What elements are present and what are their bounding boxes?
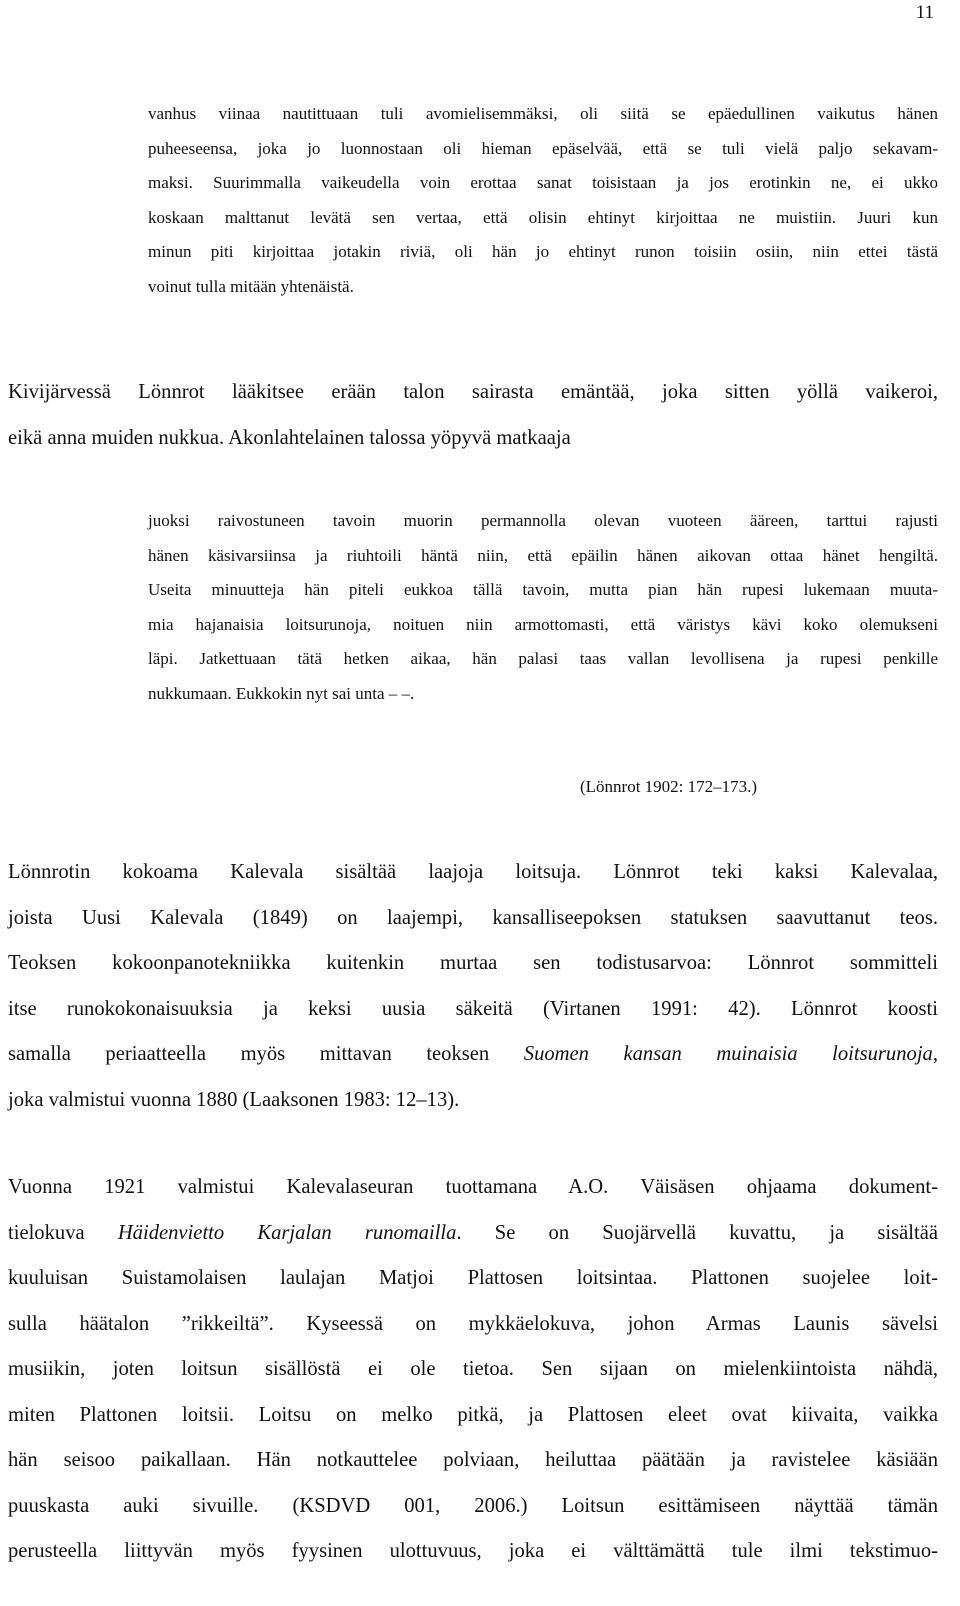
paragraph-line (8, 1032, 938, 1078)
block-quote-1 (148, 97, 938, 304)
paragraph-line: musiikin, joten loitsun sisällöstä ei ole tietoa. Sen sijaan on mielenkiintoista nähdä, (8, 1358, 938, 1380)
paragraph-3 (8, 1165, 938, 1575)
paragraph-line: Lönnrotin kokoama Kalevala sisältää laajoja loitsuja. Lönnrot teki kaksi Kalevalaa, (8, 861, 938, 883)
paragraph-1 (8, 370, 938, 461)
text-segment: tielokuva (8, 1221, 118, 1244)
paragraph-line (8, 1211, 938, 1257)
paragraph-line: Kivijärvessä Lönnrot lääkitsee erään talon sairasta emäntää, joka sitten yöllä vaikeroi, (8, 381, 938, 403)
paragraph-line: itse runokokonaisuuksia ja keksi uusia säkeitä (Virtanen 1991: 42). Lönnrot koosti (8, 997, 938, 1020)
text-segment: . Se on Suojärvellä kuvattu, ja sisältää (456, 1221, 938, 1244)
text-segment: samalla periaatteella myös mittavan teoksen (8, 1043, 524, 1065)
paragraph-line: perusteella liittyvän myös fyysinen ulottuvuus, joka ei välttämättä tule ilmi tekstimuo- (8, 1540, 938, 1562)
quote-citation: (Lönnrot 1902: 172–173.) (580, 777, 758, 796)
quote-line: minun piti kirjoittaa jotakin riviä, oli hän jo ehtinyt runon toisiin osiin, niin ettei tästä (148, 242, 938, 261)
quote-line: vanhus viinaa nautittuaan tuli avomielisemmäksi, oli siitä se epäedullinen vaikutus hänen (148, 104, 938, 123)
paragraph-line: Teoksen kokoonpanotekniikka kuitenkin murtaa sen todistusarvoa: Lönnrot sommitteli (8, 952, 938, 974)
paragraph-line: miten Plattonen loitsii. Loitsu on melko pitkä, ja Plattosen eleet ovat kiivaita, vaikka (8, 1403, 938, 1426)
paragraph-line: hän seisoo paikallaan. Hän notkauttelee polviaan, heiluttaa päätään ja ravistelee käsiään (8, 1449, 938, 1471)
paragraph-line: Vuonna 1921 valmistui Kalevalaseuran tuottamana A.O. Väisäsen ohjaama dokument- (8, 1176, 938, 1198)
quote-line: puheeseensa, joka jo luonnostaan oli hieman epäselvää, että se tuli vielä paljo sekavam- (148, 138, 938, 158)
paragraph-line: joka valmistui vuonna 1880 (Laaksonen 1983: 12–13). (8, 1088, 460, 1111)
quote-line: Useita minuutteja hän piteli eukkoa tällä tavoin, mutta pian hän rupesi lukemaan muuta- (148, 580, 938, 599)
paragraph-line: joista Uusi Kalevala (1849) on laajempi, kansalliseepoksen statuksen saavuttanut teos. (8, 906, 938, 929)
film-title: Häidenvietto Karjalan runomailla (117, 1221, 457, 1244)
quote-line: maksi. Suurimmalla vaikeudella voin erottaa sanat toisistaan ja jos erotinkin ne, ei ukko (148, 173, 938, 192)
quote-line: mia hajanaisia loitsurunoja, noituen niin armottomasti, että väristys kävi koko olemukseni (148, 614, 938, 634)
paragraph-line: eikä anna muiden nukkua. Akonlahtelainen talossa yöpyvä matkaaja (8, 426, 571, 449)
paragraph-2 (8, 850, 938, 1123)
quote-line: läpi. Jatkettuaan tätä hetken aikaa, hän palasi taas vallan levollisena ja rupesi penkille (148, 649, 938, 668)
page-number: 11 (915, 2, 934, 23)
block-quote-2 (148, 504, 938, 711)
quote-line: voinut tulla mitään yhtenäistä. (148, 276, 354, 296)
text-segment: , (932, 1043, 938, 1065)
book-title: Suomen kansan muinaisia loitsurunoja (523, 1043, 933, 1065)
quote-line: nukkumaan. Eukkokin nyt sai unta – –. (148, 683, 415, 703)
quote-line: koskaan malttanut levätä sen vertaa, että olisin ehtinyt kirjoittaa ne muistiin. Juuri kun (148, 207, 938, 227)
quote-line: hänen käsivarsiinsa ja riuhtoili häntä niin, että epäilin hänen aikovan ottaa hänet hengiltä. (148, 545, 938, 565)
paragraph-line: sulla häätalon ”rikkeiltä”. Kyseessä on mykkäelokuva, johon Armas Launis sävelsi (8, 1312, 938, 1335)
paragraph-line: kuuluisan Suistamolaisen laulajan Matjoi Plattosen loitsintaa. Plattonen suojelee loit- (8, 1267, 938, 1289)
quote-line: juoksi raivostuneen tavoin muorin permannolla olevan vuoteen ääreen, tarttui rajusti (148, 511, 938, 530)
paragraph-line: puuskasta auki sivuille. (KSDVD 001, 2006.) Loitsun esittämiseen näyttää tämän (8, 1494, 938, 1517)
